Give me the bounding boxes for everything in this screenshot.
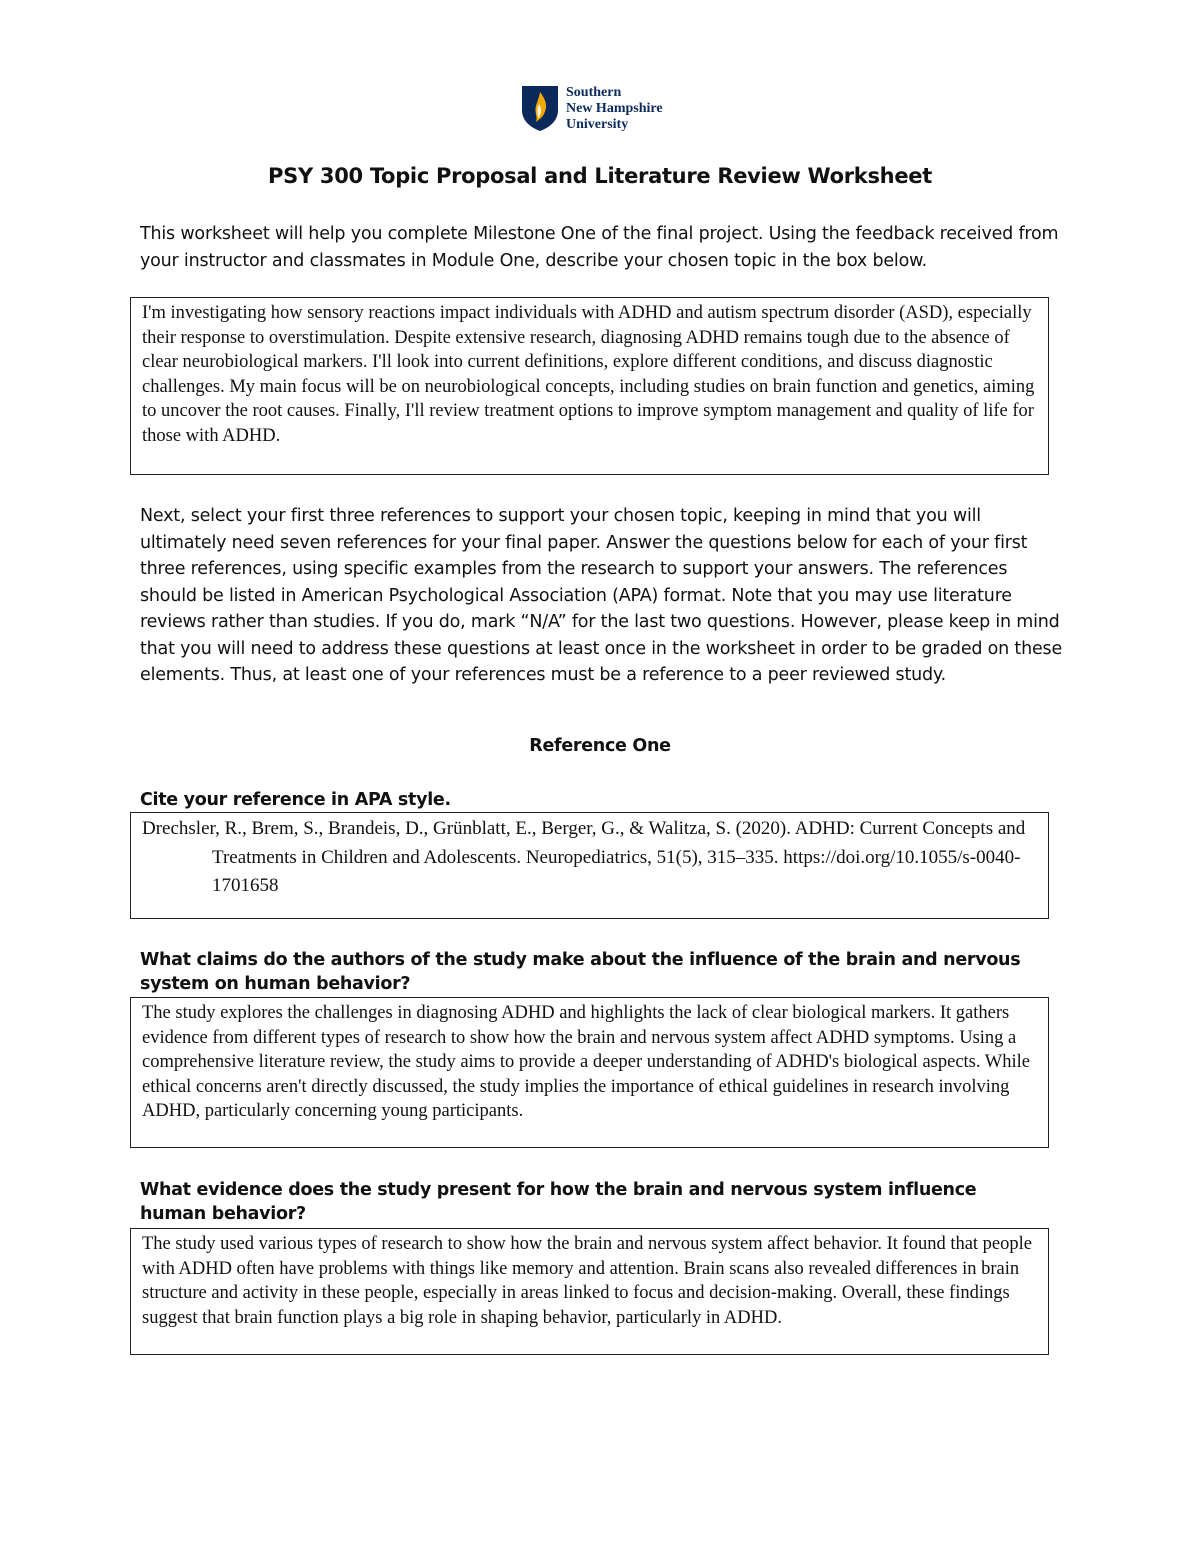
cite-prompt: Cite your reference in APA style. xyxy=(140,790,451,810)
logo-line-2: New Hampshire xyxy=(566,101,663,116)
shield-flame-icon xyxy=(520,84,560,132)
logo-wordmark xyxy=(566,85,663,133)
evidence-answer-box[interactable]: The study used various types of research to show how the brain and nervous system affect behavior. It found that people with ADHD often have problems with things like memory and attention. Brain scans also revealed differences in brain structure and activity in these people, especially in areas linked to focus and decision-making. Overall, these findings suggest that brain function plays a big role in shaping behavior, particularly in ADHD. xyxy=(130,1228,1049,1355)
citation-box[interactable] xyxy=(130,812,1049,919)
citation-text: Drechsler, R., Brem, S., Brandeis, D., Grünblatt, E., Berger, G., & Walitza, S. (2020). ADHD: Current Concepts and Treatments in Children and Adolescents. Neuropediatrics, 51(5), 315–335. https://doi.org/10.1055/s-0040-1701658 xyxy=(142,818,1026,896)
logo-line-1: Southern xyxy=(566,85,622,100)
claims-answer-box[interactable]: The study explores the challenges in diagnosing ADHD and highlights the lack of clear biological markers. It gathers evidence from different types of research to show how the brain and nervous system affect ADHD symptoms. Using a comprehensive literature review, the study aims to provide a deeper understanding of ADHD's biological aspects. While ethical concerns aren't directly discussed, the study implies the importance of ethical guidelines in research involving ADHD, particularly concerning young participants. xyxy=(130,997,1049,1148)
topic-answer-box[interactable]: I'm investigating how sensory reactions impact individuals with ADHD and autism spectrum disorder (ASD), especially their response to overstimulation. Despite extensive research, diagnosing ADHD remains tough due to the absence of clear neurobiological markers. I'll look into current definitions, explore different conditions, and discuss diagnostic challenges. My main focus will be on neurobiological concepts, including studies on brain function and genetics, aiming to uncover the root causes. Finally, I'll review treatment options to improve symptom management and quality of life for those with ADHD. xyxy=(130,297,1049,475)
snhu-logo xyxy=(520,84,690,134)
intro-paragraph: This worksheet will help you complete Milestone One of the final project. Using the feedback received from your instructor and classmates in Module One, describe your chosen topic in the box below. xyxy=(140,224,1059,271)
logo-line-3: University xyxy=(566,117,629,132)
reference-one-heading: Reference One xyxy=(529,736,671,756)
evidence-question: What evidence does the study present for how the brain and nervous system influence human behavior? xyxy=(140,1180,977,1224)
instructions-paragraph: Next, select your first three references to support your chosen topic, keeping in mind that you will ultimately need seven references for your final paper. Answer the questions below for each of your first three references, using specific examples from the research to support your answers. The references should be listed in American Psychological Association (APA) format. Note that you may use literature reviews rather than studies. If you do, mark “N/A” for the last two questions. However, please keep in mind that you will need to address these questions at least once in the worksheet in order to be graded on these elements. Thus, at least one of your references must be a reference to a peer reviewed study. xyxy=(140,506,1063,685)
page-title: PSY 300 Topic Proposal and Literature Review Worksheet xyxy=(268,164,932,188)
claims-question: What claims do the authors of the study make about the influence of the brain and nervous system on human behavior? xyxy=(140,950,1021,994)
